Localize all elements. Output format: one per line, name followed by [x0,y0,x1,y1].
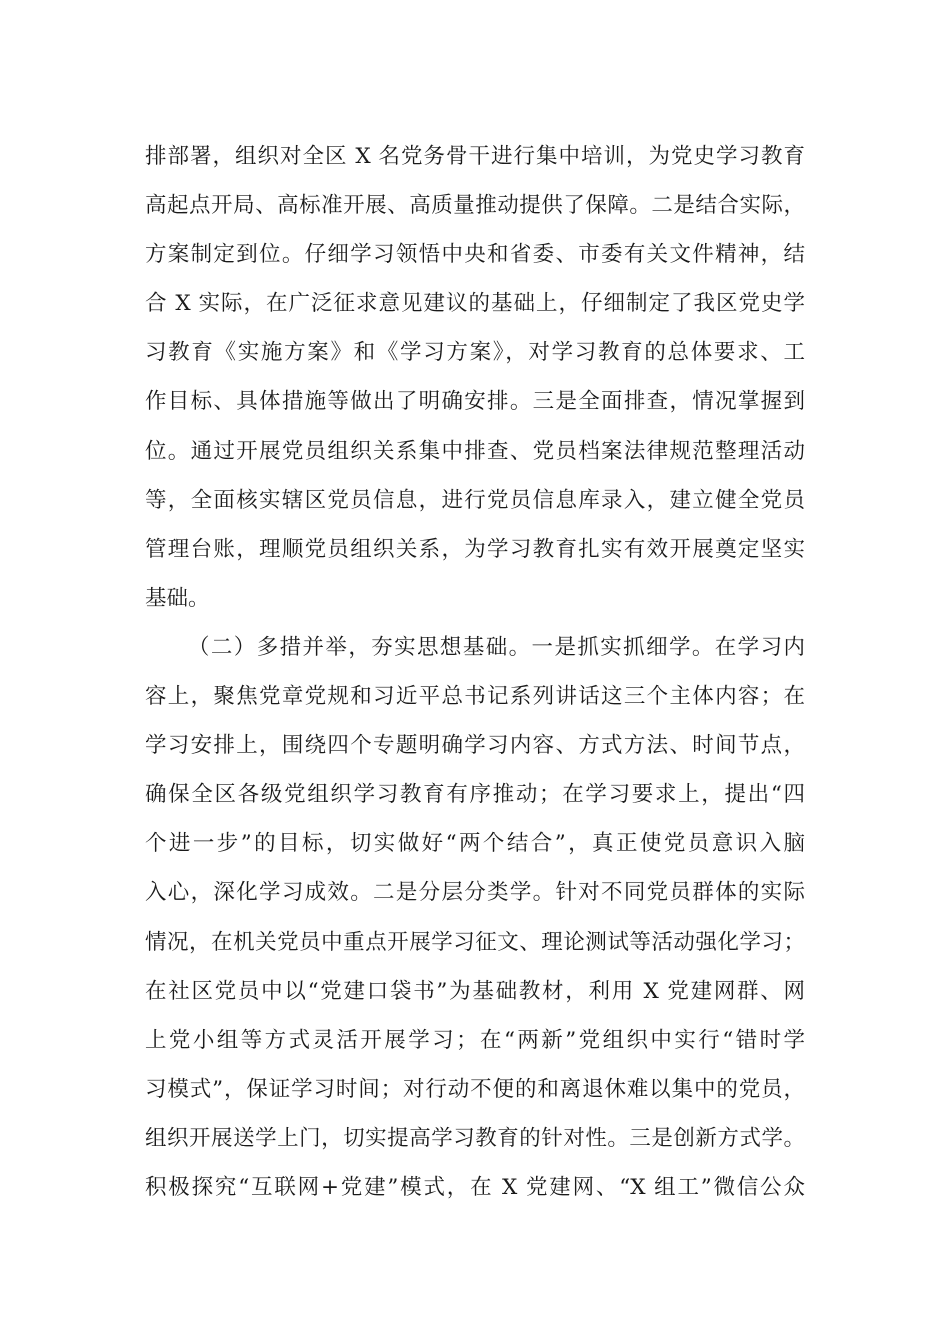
text-line: 等，全面核实辖区党员信息，进行党员信息库录入，建立健全党员 [145,487,805,513]
text-line: 合 X 实际，在广泛征求意见建议的基础上，仔细制定了我区党史学 [145,291,805,317]
text-line: 情况，在机关党员中重点开展学习征文、理论测试等活动强化学习； [145,929,805,955]
text-line: 基础。 [145,585,210,611]
text-line: （二）多措并举，夯实思想基础。一是抓实抓细学。在学习内 [188,634,805,660]
document-body [145,132,805,1212]
text-line: 习模式”，保证学习时间；对行动不便的和离退休难以集中的党员， [145,1076,805,1102]
text-line: 作目标、具体措施等做出了明确安排。三是全面排查，情况掌握到 [145,389,805,415]
text-line: 排部署，组织对全区 X 名党务骨干进行集中培训，为党史学习教育 [145,144,805,169]
paragraph-1 [145,132,805,623]
text-line: 上党小组等方式灵活开展学习；在“两新”党组织中实行“错时学 [145,1027,805,1053]
text-line: 积极探究“互联网+党建”模式，在 X 党建网、“X 组工”微信公众 [145,1174,805,1200]
text-line: 位。通过开展党员组织关系集中排查、党员档案法律规范整理活动 [145,438,805,464]
paragraph-2 [145,623,805,1212]
text-line: 方案制定到位。仔细学习领悟中央和省委、市委有关文件精神，结 [145,242,805,268]
text-line: 组织开展送学上门，切实提高学习教育的针对性。三是创新方式学。 [145,1125,805,1151]
text-line: 在社区党员中以“党建口袋书”为基础教材，利用 X 党建网群、网 [145,978,805,1004]
text-line: 学习安排上，围绕四个专题明确学习内容、方式方法、时间节点， [145,733,805,759]
text-line: 习教育《实施方案》和《学习方案》，对学习教育的总体要求、工 [145,340,805,366]
text-line: 确保全区各级党组织学习教育有序推动；在学习要求上，提出“四 [145,782,805,808]
text-line: 入心，深化学习成效。二是分层分类学。针对不同党员群体的实际 [145,880,805,906]
text-line: 管理台账，理顺党员组织关系，为学习教育扎实有效开展奠定坚实 [145,536,805,562]
text-line: 个进一步”的目标，切实做好“两个结合”，真正使党员意识入脑 [145,831,805,857]
text-line: 容上，聚焦党章党规和习近平总书记系列讲话这三个主体内容；在 [145,684,805,710]
text-line: 高起点开局、高标准开展、高质量推动提供了保障。二是结合实际， [145,193,805,219]
